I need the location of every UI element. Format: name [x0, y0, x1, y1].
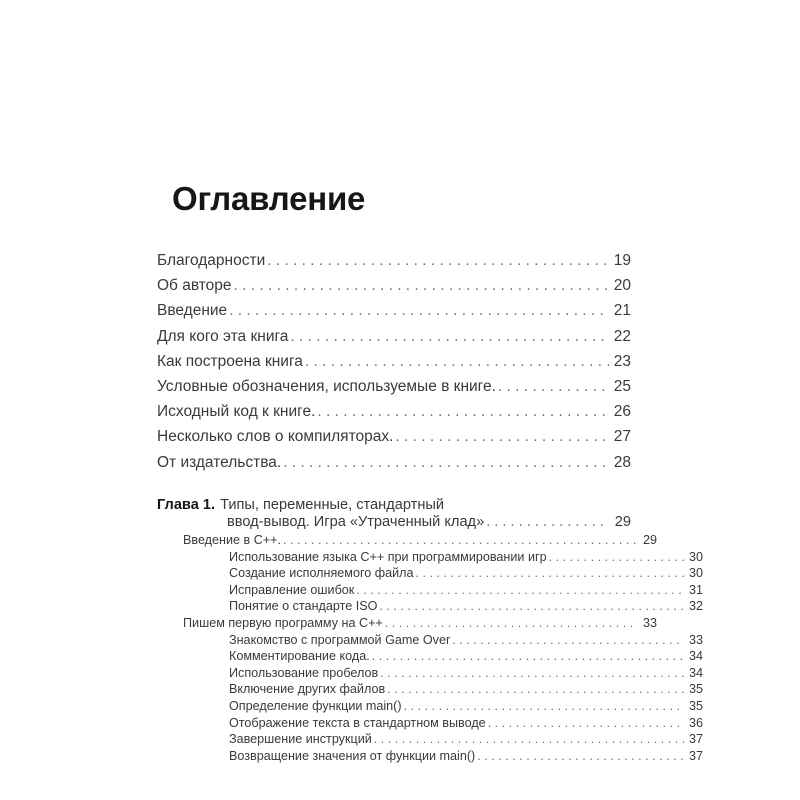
chapter-title-line-2: ввод-вывод. Игра «Утраченный клад» — [227, 514, 485, 531]
toc-entry[interactable] — [157, 248, 631, 273]
chapter-page-number: 29 — [614, 514, 631, 531]
toc-entry-label: Для кого эта книга — [157, 327, 289, 345]
toc-entry-page-number: 22 — [613, 327, 631, 345]
page-title: Оглавление — [172, 180, 366, 217]
toc-entry[interactable] — [157, 349, 631, 374]
toc-entry-page-number: 27 — [613, 428, 631, 446]
toc-entry[interactable] — [157, 424, 631, 449]
toc-subsection-entry-page-number: 31 — [688, 582, 703, 597]
dot-leader — [379, 598, 684, 615]
toc-section-entry[interactable] — [157, 615, 657, 632]
dot-leader — [234, 273, 609, 298]
dot-leader — [305, 349, 609, 374]
toc-section-entry-label: Пишем первую программу на C++ — [183, 615, 383, 630]
toc-entry-label: Об авторе — [157, 277, 232, 295]
dot-leader — [290, 324, 609, 349]
chapter-number-label: Глава 1. — [157, 496, 216, 513]
toc-subsection-entry-page-number: 30 — [688, 549, 703, 564]
chapter-title-line-1: Типы, переменные, стандартный — [220, 496, 445, 513]
dot-leader — [372, 648, 684, 665]
toc-subsection-entry-page-number: 37 — [688, 732, 703, 747]
toc-subsection-entry-label: Знакомство с программой Game Over — [229, 632, 451, 647]
chapter-entry-group — [157, 496, 703, 765]
table-of-contents — [157, 248, 703, 764]
toc-entry[interactable] — [157, 374, 631, 399]
toc-subsection-entry[interactable] — [157, 565, 703, 582]
toc-subsection-entry-label: Использование языка C++ при программировании игр — [229, 549, 547, 564]
toc-entry-page-number: 19 — [613, 252, 631, 269]
toc-entry-label: Введение — [157, 302, 228, 320]
toc-entry-label: Несколько слов о компиляторах. — [157, 428, 394, 446]
toc-entry-page-number: 25 — [613, 378, 631, 396]
toc-subsection-entry[interactable] — [157, 598, 703, 615]
toc-subsection-entry-label: Включение других файлов — [229, 682, 386, 697]
toc-subsection-entry[interactable] — [157, 665, 703, 682]
toc-subsection-entry-page-number: 34 — [688, 665, 703, 680]
toc-subsection-entry-label: Использование пробелов — [229, 665, 379, 680]
toc-subsection-entry-label: Создание исполняемого файла — [229, 566, 414, 581]
toc-subsection-entry-label: Исправление ошибок — [229, 582, 355, 597]
toc-subsection-entry-page-number: 33 — [688, 632, 703, 647]
toc-subsection-entry-page-number: 35 — [688, 698, 703, 713]
dot-leader — [416, 565, 684, 582]
toc-entry[interactable] — [157, 450, 631, 475]
dot-leader — [374, 731, 684, 748]
toc-entry[interactable] — [157, 324, 631, 349]
toc-subsection-entry[interactable] — [157, 582, 703, 599]
dot-leader — [229, 298, 609, 323]
toc-entry-label: Условные обозначения, используемые в книге. — [157, 378, 496, 396]
front-matter-entry-group — [157, 248, 631, 475]
toc-subsection-entry-page-number: 37 — [688, 748, 703, 763]
toc-subsection-entry-label: Завершение инструкций — [229, 732, 372, 747]
toc-entry-label: От издательства. — [157, 453, 282, 471]
toc-subsection-entry-page-number: 36 — [688, 715, 703, 730]
toc-subsection-entry[interactable] — [157, 549, 703, 566]
toc-section-entry-page-number: 33 — [642, 615, 657, 630]
toc-subsection-entry-page-number: 35 — [688, 682, 703, 697]
toc-subsection-entry[interactable] — [157, 731, 703, 748]
toc-entry-page-number: 28 — [613, 453, 631, 471]
section-entry-group — [157, 532, 703, 764]
toc-subsection-entry[interactable] — [157, 748, 703, 765]
toc-entry-label: Исходный код к книге. — [157, 403, 316, 421]
toc-entry-page-number: 21 — [613, 302, 631, 320]
dot-leader — [380, 665, 684, 682]
dot-leader — [486, 514, 609, 532]
chapter-heading[interactable] — [157, 497, 631, 532]
toc-subsection-entry[interactable] — [157, 632, 703, 649]
dot-leader — [385, 615, 638, 632]
dot-leader — [283, 532, 638, 549]
toc-subsection-entry[interactable] — [157, 681, 703, 698]
toc-section-entry-page-number: 29 — [642, 533, 657, 548]
chapter-heading-line-1 — [157, 497, 631, 515]
toc-subsection-entry-label: Возвращение значения от функции main() — [229, 748, 476, 763]
toc-entry[interactable] — [157, 298, 631, 323]
dot-leader — [356, 582, 684, 599]
toc-subsection-entry-label: Отображение текста в стандартном выводе — [229, 715, 486, 730]
dot-leader — [267, 248, 609, 273]
dot-leader — [395, 424, 609, 449]
toc-entry[interactable] — [157, 399, 631, 424]
toc-subsection-entry-label: Понятие о стандарте ISO — [229, 599, 378, 614]
dot-leader — [283, 450, 609, 475]
dot-leader — [488, 715, 684, 732]
dot-leader — [498, 374, 609, 399]
toc-subsection-entry-label: Комментирование кода. — [229, 649, 370, 664]
toc-subsection-entry-label: Определение функции main() — [229, 698, 402, 713]
toc-entry-page-number: 26 — [613, 403, 631, 421]
dot-leader — [404, 698, 684, 715]
toc-subsection-entry-page-number: 30 — [688, 566, 703, 581]
toc-subsection-entry-page-number: 32 — [688, 599, 703, 614]
toc-entry-page-number: 23 — [613, 352, 631, 370]
dot-leader — [477, 748, 684, 765]
toc-subsection-entry[interactable] — [157, 715, 703, 732]
toc-entry[interactable] — [157, 273, 631, 298]
toc-subsection-entry[interactable] — [157, 648, 703, 665]
toc-entry-label: Как построена книга — [157, 352, 303, 370]
toc-entry-label: Благодарности — [157, 252, 266, 269]
toc-subsection-entry[interactable] — [157, 698, 703, 715]
dot-leader — [452, 632, 684, 649]
toc-section-entry[interactable] — [157, 532, 657, 549]
toc-subsection-entry-page-number: 34 — [688, 649, 703, 664]
dot-leader — [549, 549, 684, 566]
dot-leader — [387, 681, 684, 698]
dot-leader — [317, 399, 609, 424]
chapter-heading-line-2 — [157, 514, 631, 532]
toc-section-entry-label: Введение в C++. — [183, 533, 282, 548]
toc-entry-page-number: 20 — [613, 277, 631, 295]
